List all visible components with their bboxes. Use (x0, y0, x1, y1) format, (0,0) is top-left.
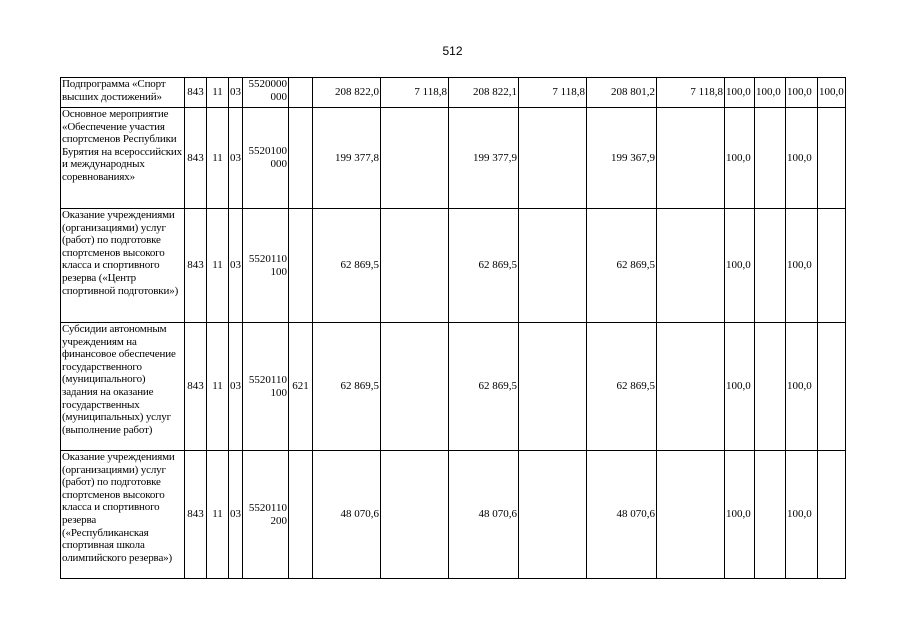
cell-value-2 (381, 323, 449, 451)
cell-pct-1: 100,0 (725, 108, 755, 209)
cell-value-2 (381, 209, 449, 323)
cell-value-1: 199 377,8 (313, 108, 381, 209)
cell-pct-4 (818, 451, 846, 579)
row-name: Оказание учреждениями (организациями) услуг (работ) по подготовке спортсменов высокого класса и спортивного резерва («Центр спортивной подготовки») (61, 209, 185, 323)
cell-pct-2: 100,0 (755, 78, 786, 108)
cell-pr: 03 (229, 108, 243, 209)
cell-pct-1: 100,0 (725, 451, 755, 579)
cell-pct-2 (755, 209, 786, 323)
cell-pct-2 (755, 108, 786, 209)
table-row (61, 78, 846, 108)
cell-value-4 (519, 108, 587, 209)
cell-gr: 843 (185, 78, 207, 108)
cell-gr: 843 (185, 451, 207, 579)
cell-pct-1: 100,0 (725, 78, 755, 108)
cell-value-6 (657, 209, 725, 323)
cell-csr: 5520110100 (243, 323, 289, 451)
cell-rz: 11 (207, 78, 229, 108)
cell-value-3: 48 070,6 (449, 451, 519, 579)
cell-pct-3: 100,0 (786, 451, 818, 579)
cell-vr (289, 451, 313, 579)
cell-value-4 (519, 209, 587, 323)
cell-value-1: 48 070,6 (313, 451, 381, 579)
cell-pct-2 (755, 451, 786, 579)
cell-pct-1: 100,0 (725, 209, 755, 323)
cell-gr: 843 (185, 108, 207, 209)
cell-value-3: 208 822,1 (449, 78, 519, 108)
cell-pct-4 (818, 108, 846, 209)
cell-vr: 621 (289, 323, 313, 451)
cell-pr: 03 (229, 323, 243, 451)
cell-value-5: 62 869,5 (587, 209, 657, 323)
page-number: 512 (442, 44, 463, 58)
cell-vr (289, 209, 313, 323)
cell-csr: 5520110100 (243, 209, 289, 323)
cell-value-4: 7 118,8 (519, 78, 587, 108)
cell-csr: 5520100000 (243, 108, 289, 209)
cell-value-5: 199 367,9 (587, 108, 657, 209)
cell-value-5: 62 869,5 (587, 323, 657, 451)
table-row (61, 209, 846, 323)
cell-pct-4: 100,0 (818, 78, 846, 108)
cell-value-2 (381, 108, 449, 209)
cell-pr: 03 (229, 78, 243, 108)
cell-value-6: 7 118,8 (657, 78, 725, 108)
cell-pct-1: 100,0 (725, 323, 755, 451)
row-name: Оказание учреждениями (организациями) услуг (работ) по подготовке спортсменов высокого класса и спортивного резерва («Республиканская спортивная школа олимпийского резерва») (61, 451, 185, 579)
cell-value-3: 62 869,5 (449, 323, 519, 451)
cell-pct-3: 100,0 (786, 209, 818, 323)
cell-value-1: 62 869,5 (313, 209, 381, 323)
cell-value-6 (657, 108, 725, 209)
cell-value-1: 62 869,5 (313, 323, 381, 451)
cell-value-6 (657, 323, 725, 451)
cell-vr (289, 78, 313, 108)
cell-pct-2 (755, 323, 786, 451)
cell-csr: 5520000000 (243, 78, 289, 108)
cell-value-5: 48 070,6 (587, 451, 657, 579)
cell-pct-4 (818, 209, 846, 323)
cell-gr: 843 (185, 209, 207, 323)
cell-rz: 11 (207, 108, 229, 209)
cell-value-5: 208 801,2 (587, 78, 657, 108)
cell-value-2 (381, 451, 449, 579)
cell-value-3: 199 377,9 (449, 108, 519, 209)
cell-pct-3: 100,0 (786, 108, 818, 209)
cell-pct-3: 100,0 (786, 78, 818, 108)
cell-value-1: 208 822,0 (313, 78, 381, 108)
row-name: Основное мероприятие «Обеспечение участия спортсменов Республики Бурятия на всероссийских и международных соревнованиях» (61, 108, 185, 209)
cell-value-4 (519, 323, 587, 451)
table-row (61, 323, 846, 451)
cell-value-4 (519, 451, 587, 579)
cell-value-3: 62 869,5 (449, 209, 519, 323)
cell-rz: 11 (207, 209, 229, 323)
cell-value-6 (657, 451, 725, 579)
cell-pr: 03 (229, 209, 243, 323)
cell-pct-4 (818, 323, 846, 451)
cell-gr: 843 (185, 323, 207, 451)
budget-table (60, 77, 846, 579)
cell-pr: 03 (229, 451, 243, 579)
cell-rz: 11 (207, 323, 229, 451)
row-name: Подпрограмма «Спорт высших достижений» (61, 78, 185, 108)
cell-vr (289, 108, 313, 209)
table-row (61, 451, 846, 579)
cell-value-2: 7 118,8 (381, 78, 449, 108)
cell-pct-3: 100,0 (786, 323, 818, 451)
cell-csr: 5520110200 (243, 451, 289, 579)
table-row (61, 108, 846, 209)
row-name: Субсидии автономным учреждениям на финансовое обеспечение государственного (муниципального) задания на оказание государственных (муниципальных) услуг (выполнение работ) (61, 323, 185, 451)
cell-rz: 11 (207, 451, 229, 579)
